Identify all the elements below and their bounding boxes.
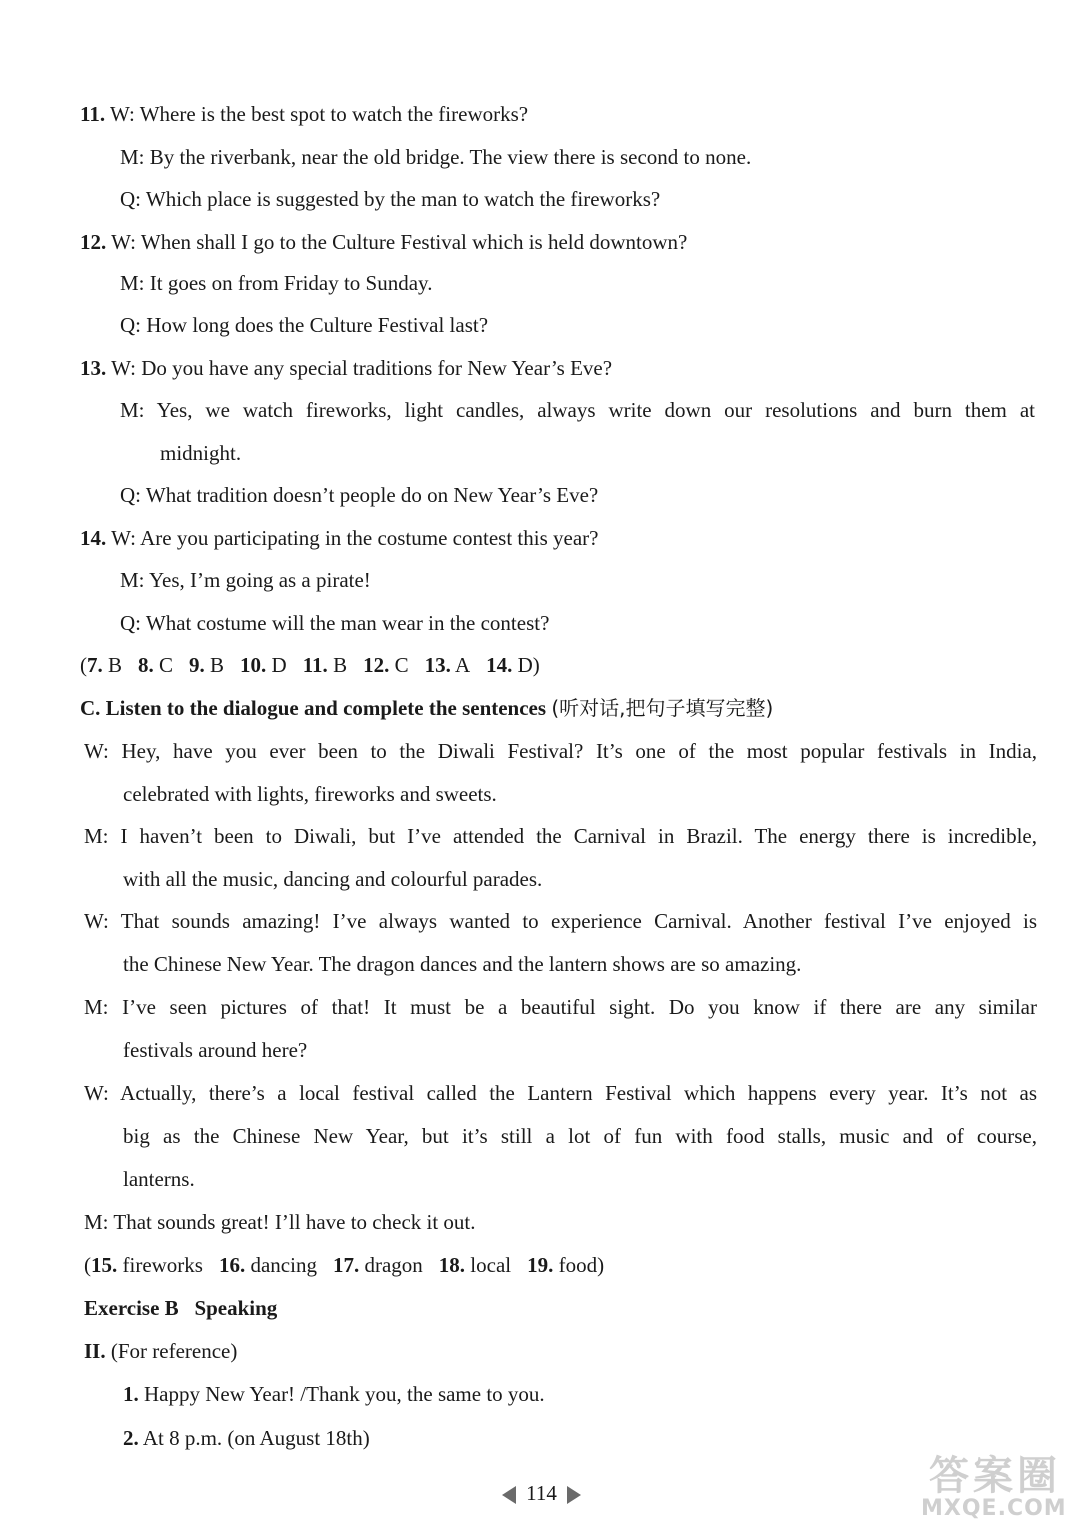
question-number: 14.: [80, 526, 107, 550]
item-number: 2.: [123, 1426, 139, 1450]
answer-value: C: [159, 653, 174, 677]
question-number: 11.: [80, 102, 106, 126]
question-14-m: M: Yes, I’m going as a pirate!: [120, 568, 371, 592]
item-text: At 8 p.m. (on August 18th): [142, 1426, 370, 1450]
part-note: (For reference): [110, 1339, 238, 1363]
question-13-w: [80, 356, 612, 380]
answer-number: 13.: [424, 653, 451, 677]
dialogue-line: W: Are you participating in the costume contest this year?: [111, 526, 599, 550]
watermark-url: MXQE.COM: [921, 1496, 1067, 1521]
answer-number: 19.: [527, 1253, 554, 1277]
dialogue-m1: M: I haven’t been to Diwali, but I’ve attended the Carnival in Brazil. The energy there is incredible,: [84, 824, 1037, 848]
triangle-right-icon: [567, 1486, 581, 1504]
dialogue-w3-cont: big as the Chinese New Year, but it’s still a lot of fun with food stalls, music and of course,: [123, 1124, 1037, 1148]
question-11-w: [80, 102, 528, 126]
paren-open: (: [84, 1253, 91, 1277]
answer-number: 10.: [240, 653, 267, 677]
answer-key-b: [80, 653, 540, 677]
item-number: 1.: [123, 1382, 139, 1406]
answer-value: B: [333, 653, 348, 677]
question-12-m: M: It goes on from Friday to Sunday.: [120, 271, 433, 295]
dialogue-line: W: Where is the best spot to watch the fireworks?: [109, 102, 529, 126]
answer-value: local: [470, 1253, 512, 1277]
answer-number: 16.: [218, 1253, 246, 1277]
answer-number: 14.: [486, 653, 513, 677]
dialogue-m3: M: That sounds great! I’ll have to check it out.: [84, 1210, 476, 1234]
dialogue-w2: W: That sounds amazing! I’ve always wanted to experience Carnival. Another festival I’ve enjoyed is: [84, 909, 1037, 933]
answer-number: 17.: [332, 1253, 360, 1277]
page-number: 114: [526, 1481, 557, 1505]
question-13-m: M: Yes, we watch fireworks, light candles, always write down our resolutions and burn them at: [120, 398, 1035, 422]
dialogue-m2-cont: festivals around here?: [123, 1038, 308, 1062]
item-text: Happy New Year! /Thank you, the same to you.: [144, 1382, 545, 1406]
part-2-item-2: [123, 1426, 370, 1450]
question-13-m-cont: midnight.: [160, 441, 242, 465]
answer-value: B: [210, 653, 225, 677]
question-14-w: [80, 526, 598, 550]
exercise-b-heading: [84, 1296, 277, 1320]
answer-value: D: [271, 653, 287, 677]
answer-value: C: [394, 653, 409, 677]
question-number: 13.: [80, 356, 107, 380]
paren-close: ): [597, 1253, 605, 1277]
part-label: II.: [84, 1339, 106, 1363]
answer-value: B: [108, 653, 123, 677]
exercise-title: Exercise B: [84, 1296, 179, 1320]
part-2-heading: [84, 1339, 237, 1363]
dialogue-w3-end: lanterns.: [123, 1167, 195, 1191]
answer-number: 8.: [138, 653, 154, 677]
question-number: 12.: [80, 230, 107, 254]
paren-close: ): [532, 653, 540, 677]
answer-number: 11.: [302, 653, 328, 677]
answer-value: A: [454, 653, 471, 677]
answer-key-c: [84, 1253, 604, 1277]
question-13-q: Q: What tradition doesn’t people do on New Year’s Eve?: [120, 483, 599, 507]
answer-number: 12.: [363, 653, 390, 677]
dialogue-line: W: Do you have any special traditions for New Year’s Eve?: [111, 356, 613, 380]
dialogue-w1: W: Hey, have you ever been to the Diwali Festival? It’s one of the most popular festivals in India,: [84, 739, 1037, 763]
exercise-subtitle: Speaking: [194, 1296, 278, 1320]
answer-value: dragon: [364, 1253, 423, 1277]
answer-number: 7.: [87, 653, 103, 677]
dialogue-w1-cont: celebrated with lights, fireworks and sweets.: [123, 782, 497, 806]
triangle-left-icon: [502, 1486, 516, 1504]
question-12-w: [80, 230, 687, 254]
dialogue-m2: M: I’ve seen pictures of that! It must be a beautiful sight. Do you know if there are any similar: [84, 995, 1037, 1019]
dialogue-line: W: When shall I go to the Culture Festival which is held downtown?: [111, 230, 688, 254]
watermark-logo: [915, 1444, 1075, 1530]
dialogue-w2-cont: the Chinese New Year. The dragon dances and the lantern shows are so amazing.: [123, 952, 802, 976]
answer-value: food: [558, 1253, 598, 1277]
answer-number: 9.: [189, 653, 205, 677]
answer-number: 15.: [91, 1253, 118, 1277]
question-11-q: Q: Which place is suggested by the man to watch the fireworks?: [120, 187, 661, 211]
answer-number: 18.: [438, 1253, 466, 1277]
section-title-cn: (听对话,把句子填写完整): [551, 696, 774, 720]
section-title: C. Listen to the dialogue and complete the sentences: [80, 696, 547, 720]
answer-value: D: [517, 653, 533, 677]
watermark-cn: 答案圈: [929, 1453, 1061, 1499]
question-11-m: M: By the riverbank, near the old bridge. The view there is second to none.: [120, 145, 752, 169]
question-14-q: Q: What costume will the man wear in the contest?: [120, 611, 550, 635]
paren-open: (: [80, 653, 87, 677]
dialogue-m1-cont: with all the music, dancing and colourful parades.: [123, 867, 543, 891]
dialogue-w3: W: Actually, there’s a local festival called the Lantern Festival which happens every year. It’s not as: [84, 1081, 1037, 1105]
section-c-heading: [80, 696, 773, 720]
answer-value: dancing: [250, 1253, 317, 1277]
question-12-q: Q: How long does the Culture Festival last?: [120, 313, 489, 337]
answer-value: fireworks: [122, 1253, 203, 1277]
part-2-item-1: [123, 1382, 545, 1406]
